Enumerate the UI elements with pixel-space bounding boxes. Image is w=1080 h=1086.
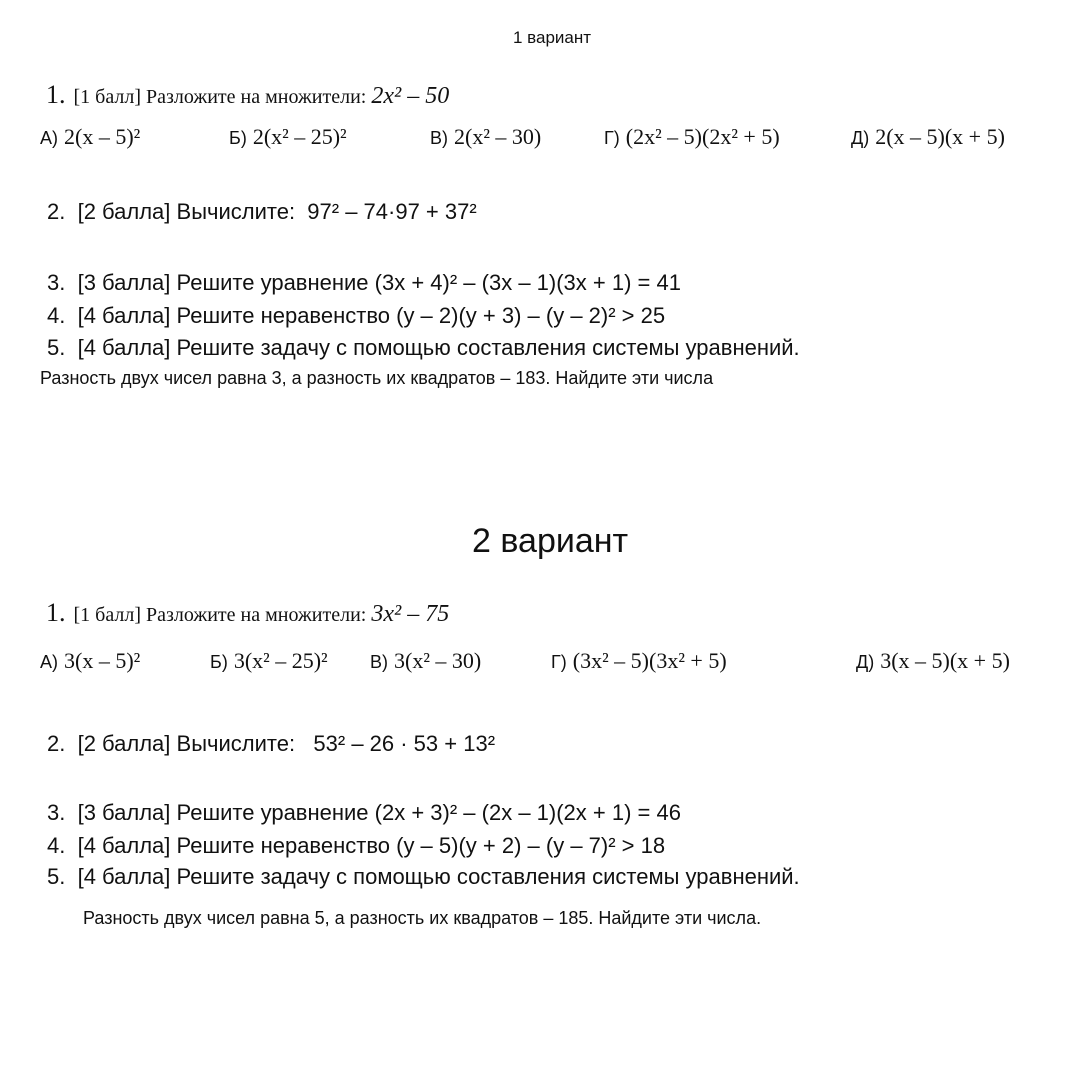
option-label: А) (40, 652, 58, 672)
v1-q1-expr: 2x² – 50 (371, 83, 450, 109)
option-label: Д) (851, 128, 870, 148)
option-expr: 3(x – 5)² (64, 648, 141, 673)
option-label: Г) (551, 652, 567, 672)
v1-task-note: Разность двух чисел равна 3, а разность их квадратов – 183. Найдите эти числа (40, 368, 714, 388)
option-label: Г) (604, 128, 620, 148)
v1-q1-option-c (430, 124, 541, 150)
v1-question-4 (47, 303, 665, 329)
v2-q1-text: [1 балл] Разложите на множители: (73, 604, 367, 626)
option-expr: 2(x² – 25)² (252, 124, 347, 149)
v2-q1-expr: 3x² – 75 (371, 601, 450, 627)
v1-q2-text: [2 балла] Вычислите: (77, 199, 296, 224)
v2-q1-option-b (210, 648, 328, 674)
option-expr: (3x² – 5)(3x² + 5) (572, 648, 727, 673)
v1-q2-expr: 97² – 74·97 + 37² (307, 199, 477, 224)
v2-q1-option-c (370, 648, 481, 674)
variant2-title: 2 вариант (472, 522, 629, 560)
option-label: Д) (856, 652, 875, 672)
v1-question-3 (47, 270, 681, 296)
v2-q4-number: 4. (47, 833, 66, 858)
v1-q4-number: 4. (47, 303, 66, 328)
option-label: В) (430, 128, 448, 148)
v1-q1-option-a (40, 124, 140, 150)
option-expr: 2(x² – 30) (454, 124, 542, 149)
v2-q1-option-a (40, 648, 140, 674)
option-label: В) (370, 652, 388, 672)
option-label: А) (40, 128, 58, 148)
option-expr: 2(x – 5)(x + 5) (875, 124, 1005, 149)
v1-q1-number: 1. (46, 80, 66, 109)
option-expr: 3(x² – 25)² (233, 648, 328, 673)
v2-question-1 (46, 598, 449, 628)
v1-q3-text: [3 балла] Решите уравнение (3х + 4)² – (3х – 1)(3х + 1) = 41 (77, 270, 681, 295)
v1-q1-option-d (604, 124, 780, 150)
v1-q4-text: [4 балла] Решите неравенство (у – 2)(у + 3) – (у – 2)² > 25 (77, 303, 666, 328)
v2-q2-number: 2. (47, 731, 66, 756)
v1-question-5 (47, 335, 800, 361)
v2-q2-text: [2 балла] Вычислите: (77, 731, 296, 756)
option-label: Б) (229, 128, 247, 148)
v2-question-2 (47, 731, 495, 757)
v2-q5-text: [4 балла] Решите задачу с помощью составления системы уравнений. (77, 864, 800, 889)
v2-task-note: Разность двух чисел равна 5, а разность их квадратов – 185. Найдите эти числа. (83, 908, 762, 928)
v2-q3-text: [3 балла] Решите уравнение (2х + 3)² – (2х – 1)(2х + 1) = 46 (77, 800, 681, 825)
variant1-title: 1 вариант (513, 28, 592, 47)
v2-q5-number: 5. (47, 864, 66, 889)
v1-q5-text: [4 балла] Решите задачу с помощью составления системы уравнений. (77, 335, 800, 360)
v2-question-4 (47, 833, 665, 859)
v1-question-1 (46, 80, 449, 110)
option-expr: 2(x – 5)² (64, 124, 141, 149)
v1-q5-number: 5. (47, 335, 66, 360)
v2-question-3 (47, 800, 681, 826)
option-expr: 3(x – 5)(x + 5) (880, 648, 1010, 673)
v2-q3-number: 3. (47, 800, 66, 825)
option-expr: (2x² – 5)(2x² + 5) (625, 124, 780, 149)
v1-q1-option-e (851, 124, 1005, 150)
v1-q1-text: [1 балл] Разложите на множители: (73, 86, 367, 108)
v1-question-2 (47, 199, 477, 225)
v2-question-5 (47, 864, 800, 890)
option-label: Б) (210, 652, 228, 672)
v2-q1-option-d (551, 648, 727, 674)
v2-q1-option-e (856, 648, 1010, 674)
v1-q2-number: 2. (47, 199, 66, 224)
v1-q1-option-b (229, 124, 347, 150)
option-expr: 3(x² – 30) (394, 648, 482, 673)
v2-q2-expr: 53² – 26 · 53 + 13² (313, 731, 496, 756)
v2-q1-number: 1. (46, 598, 66, 627)
v1-q3-number: 3. (47, 270, 66, 295)
v2-q4-text: [4 балла] Решите неравенство (у – 5)(у + 2) – (у – 7)² > 18 (77, 833, 666, 858)
